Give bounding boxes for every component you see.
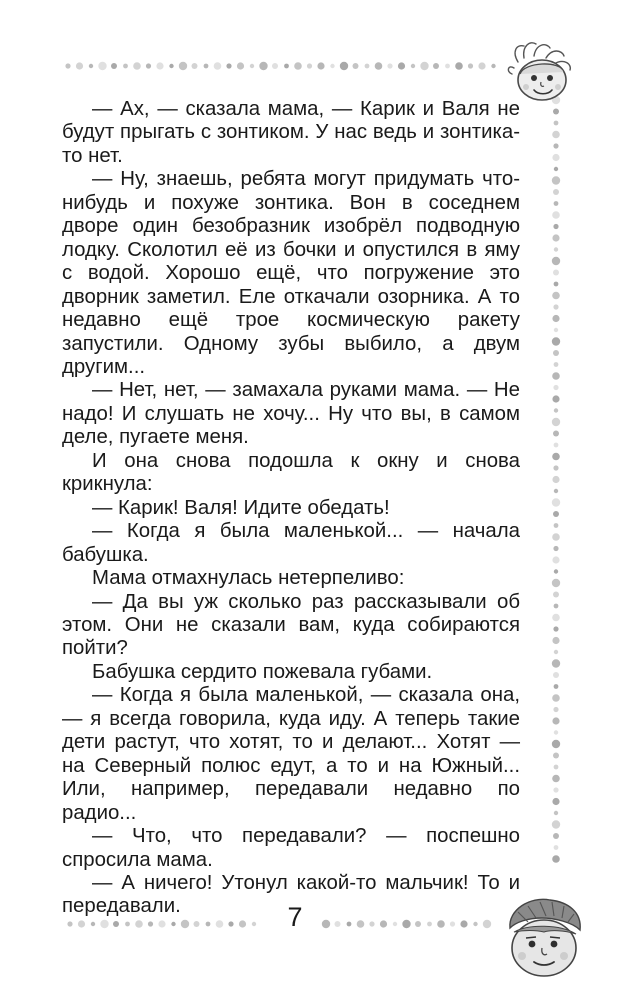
border-dot bbox=[552, 234, 559, 241]
border-dot bbox=[179, 62, 187, 70]
border-dot bbox=[483, 920, 491, 928]
border-dot bbox=[76, 62, 83, 69]
paragraph: — А ничего! Утонул какой-то мальчик! То и передавали. bbox=[62, 871, 520, 918]
border-dot bbox=[553, 465, 558, 470]
border-dot bbox=[135, 920, 143, 928]
border-dot bbox=[552, 337, 560, 345]
border-dot bbox=[252, 922, 256, 926]
border-dot bbox=[553, 546, 558, 551]
border-dot bbox=[473, 922, 477, 926]
border-dot bbox=[158, 920, 165, 927]
border-dot bbox=[553, 109, 559, 115]
border-dot bbox=[552, 176, 560, 184]
border-dot bbox=[553, 224, 558, 229]
border-dot bbox=[552, 131, 560, 139]
border-dot bbox=[553, 592, 559, 598]
border-dot bbox=[411, 64, 415, 68]
border-dot bbox=[553, 672, 559, 678]
border-dot bbox=[554, 845, 559, 850]
border-dot bbox=[468, 63, 473, 68]
border-dot bbox=[206, 922, 211, 927]
paragraph: И она снова подошла к окну и снова крикнула: bbox=[62, 449, 520, 496]
paragraph: — Да вы уж сколько раз рассказывали об этом. Они не сказали вам, куда собираются пойти? bbox=[62, 590, 520, 660]
border-dot bbox=[450, 921, 455, 926]
border-dot bbox=[111, 63, 117, 69]
border-dot bbox=[380, 920, 387, 927]
border-dot bbox=[553, 431, 559, 437]
border-dot bbox=[89, 64, 93, 68]
border-dot bbox=[322, 920, 330, 928]
border-dot bbox=[317, 62, 324, 69]
border-dot bbox=[445, 64, 450, 69]
border-dot bbox=[552, 579, 560, 587]
paragraph: — Нет, нет, — замахала руками мама. — Не надо! И слушать не хочу... Ну что вы, в самом деле, пугаете меня. bbox=[62, 379, 520, 449]
border-dot bbox=[552, 855, 560, 863]
border-dot bbox=[552, 798, 559, 805]
border-dot bbox=[553, 350, 559, 356]
border-dot bbox=[553, 270, 559, 276]
border-dot bbox=[554, 604, 559, 609]
border-dot bbox=[67, 921, 72, 926]
border-dot bbox=[552, 372, 560, 380]
border-dot bbox=[552, 717, 559, 724]
border-dot bbox=[357, 920, 365, 928]
border-dot bbox=[100, 920, 108, 928]
border-dot bbox=[78, 920, 85, 927]
paragraph: Мама отмахнулась нетерпеливо: bbox=[92, 567, 405, 590]
border-dot bbox=[553, 626, 558, 631]
border-dot bbox=[554, 282, 559, 287]
paragraph: — Карик! Валя! Идите обедать! bbox=[92, 496, 390, 519]
border-dot bbox=[552, 556, 559, 563]
border-dot bbox=[552, 694, 560, 702]
border-dot bbox=[552, 533, 560, 541]
border-dot bbox=[294, 62, 302, 70]
border-dot bbox=[552, 154, 559, 161]
border-dot bbox=[239, 920, 246, 927]
border-dot bbox=[272, 63, 278, 69]
border-dot bbox=[552, 740, 560, 748]
border-dot bbox=[552, 395, 559, 402]
border-dot bbox=[340, 62, 348, 70]
border-dot bbox=[250, 64, 254, 68]
border-dot bbox=[181, 920, 189, 928]
paragraph: Бабушка сердито пожевала губами. bbox=[92, 660, 433, 683]
border-dot bbox=[387, 63, 392, 68]
border-dot bbox=[552, 257, 560, 265]
border-dot bbox=[402, 920, 410, 928]
border-dot bbox=[284, 64, 289, 69]
border-dot bbox=[460, 920, 467, 927]
border-dot bbox=[98, 62, 106, 70]
border-dot bbox=[554, 765, 559, 770]
border-dot bbox=[148, 921, 153, 926]
border-dot bbox=[554, 201, 559, 206]
border-dot bbox=[192, 63, 198, 69]
border-dot bbox=[214, 62, 222, 70]
border-dot bbox=[237, 62, 244, 69]
border-dot bbox=[113, 921, 119, 927]
border-dot bbox=[133, 62, 141, 70]
border-dot bbox=[554, 167, 558, 171]
border-dot bbox=[420, 62, 428, 70]
border-dot bbox=[553, 753, 559, 759]
border-dot bbox=[554, 328, 558, 332]
border-dot bbox=[554, 121, 559, 126]
border-dot bbox=[552, 292, 560, 300]
border-dot bbox=[554, 730, 558, 734]
border-dot bbox=[228, 921, 233, 926]
border-dot bbox=[415, 921, 421, 927]
border-dot bbox=[552, 775, 560, 783]
border-dot bbox=[353, 63, 359, 69]
border-dot bbox=[194, 921, 200, 927]
border-dot bbox=[216, 920, 224, 928]
border-dot bbox=[552, 476, 559, 483]
border-dot bbox=[554, 362, 559, 367]
border-dot bbox=[554, 811, 558, 815]
border-dot bbox=[554, 650, 558, 654]
border-dot bbox=[335, 921, 341, 927]
border-dot bbox=[307, 63, 312, 68]
border-dot bbox=[491, 64, 495, 68]
border-dot bbox=[554, 443, 559, 448]
border-dot bbox=[369, 921, 374, 926]
border-dot bbox=[347, 922, 352, 927]
border-dot bbox=[169, 64, 173, 68]
border-dot bbox=[455, 62, 463, 70]
border-dot bbox=[125, 922, 130, 927]
paragraph: — Когда я была маленькой... — начала бабушка. bbox=[62, 520, 520, 566]
border-dot bbox=[123, 64, 128, 69]
border-dot bbox=[65, 63, 70, 68]
border-dot bbox=[552, 614, 560, 622]
border-dot bbox=[433, 63, 439, 69]
border-dot bbox=[552, 211, 560, 219]
border-dot bbox=[393, 922, 397, 926]
border-dot bbox=[554, 247, 558, 251]
border-dot bbox=[552, 659, 560, 667]
border-dot bbox=[204, 64, 209, 69]
border-dot bbox=[552, 498, 560, 506]
border-dot bbox=[552, 453, 560, 461]
border-dot bbox=[552, 820, 560, 828]
paragraph: — Когда я была маленькой, — сказала она, — я всегда говорила, куда иду. А теперь такие дети растут, что хотят, то и делают... Хотят — на Северный полюс едут, а то и на Южный... Или, например, передавали недавно по радио... bbox=[62, 684, 520, 824]
border-dot bbox=[330, 64, 334, 68]
border-dot bbox=[156, 62, 163, 69]
border-dot bbox=[171, 922, 175, 926]
border-dot bbox=[552, 418, 560, 426]
border-dot bbox=[427, 922, 432, 927]
border-dot bbox=[553, 304, 558, 309]
border-dot bbox=[552, 315, 559, 322]
paragraph: — Ах, — сказала мама, — Карик и Валя не будут прыгать с зонтиком. У нас ведь и зонтика-то нет. bbox=[62, 98, 520, 167]
border-dot bbox=[226, 63, 231, 68]
border-dot bbox=[146, 63, 151, 68]
border-dot bbox=[552, 637, 559, 644]
border-dot bbox=[259, 62, 267, 70]
border-dot bbox=[553, 707, 558, 712]
border-dot bbox=[553, 787, 558, 792]
border-dot bbox=[554, 489, 558, 493]
border-dot bbox=[478, 62, 485, 69]
border-dot bbox=[554, 684, 559, 689]
border-dot bbox=[553, 143, 558, 148]
border-dot bbox=[365, 64, 370, 69]
border-dot bbox=[553, 833, 559, 839]
paragraph: — Что, что передавали? — поспешно спросила мама. bbox=[62, 825, 520, 871]
border-dot bbox=[554, 408, 558, 412]
paragraph: — Ну, знаешь, ребята могут придумать что-нибудь и похуже зонтика. Вон в соседнем дворе один безобразник изобрёл подводную лодку. Сколотил её из бочки и опустился в яму с водой. Хорошо ещё, что погружение это дворник заметил. Еле откачали озорника. А то недавно ещё трое космическую ракету запустили. Одному зубы выбило, а двум другим... bbox=[62, 168, 520, 378]
story-text bbox=[62, 98, 520, 919]
page-number: 7 bbox=[287, 902, 303, 932]
border-dot bbox=[553, 385, 558, 390]
border-dot bbox=[91, 922, 95, 926]
border-dot bbox=[553, 511, 559, 517]
border-dot bbox=[554, 569, 558, 573]
border-dot bbox=[375, 62, 383, 70]
border-dot bbox=[553, 189, 559, 195]
border-dot bbox=[554, 523, 559, 528]
border-dot bbox=[398, 62, 405, 69]
border-dot bbox=[437, 920, 445, 928]
